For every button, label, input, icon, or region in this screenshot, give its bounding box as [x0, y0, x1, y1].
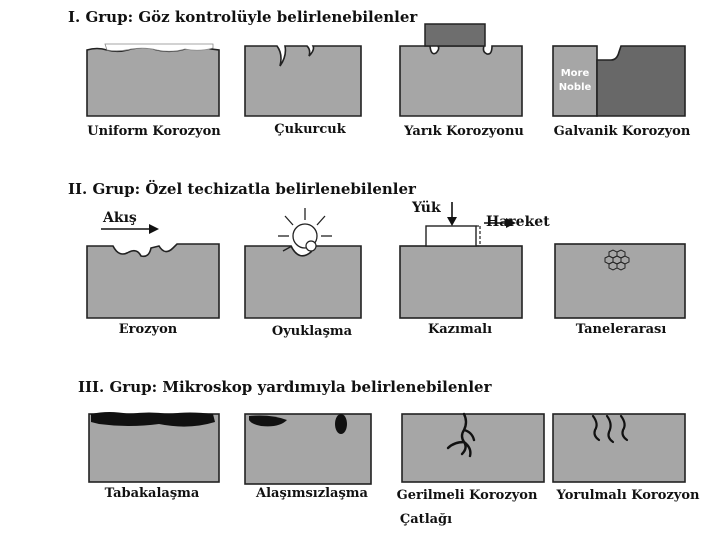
caption-uniform-korozyon: Uniform Korozyon: [87, 124, 221, 139]
erosion-diagram: [87, 208, 219, 318]
more-noble-label-2: Noble: [558, 82, 592, 93]
caption-kazimali: Kazımalı: [427, 322, 493, 337]
caption-erozyon: Erozyon: [118, 322, 178, 337]
group-2-heading: II. Grup: Özel techizatla belirlenebilenler: [68, 180, 416, 198]
caption-oyuklasma: Oyuklaşma: [271, 324, 353, 339]
caption-catlagi: Çatlağı: [399, 512, 453, 527]
stress-corrosion-cracking-diagram: [402, 412, 544, 484]
caption-tabakalasma: Tabakalaşma: [104, 486, 200, 501]
pitting-diagram: [245, 44, 361, 116]
group-3-heading: III. Grup: Mikroskop yardımıyla belirlenebilenler: [78, 378, 492, 396]
cavitation-diagram: [245, 200, 361, 318]
crevice-corrosion-diagram: [400, 22, 522, 116]
akis-label: Akış: [103, 210, 137, 226]
caption-gerilmeli-korozyon: Gerilmeli Korozyon: [396, 488, 538, 503]
yuk-label: Yük: [412, 200, 441, 216]
caption-alasimsizlasma: Alaşımsızlaşma: [256, 486, 368, 501]
corrosion-fatigue-diagram: [553, 412, 685, 484]
caption-yorulmali-korozyon: Yorulmalı Korozyon: [556, 488, 700, 503]
uniform-corrosion-diagram: [87, 44, 219, 116]
exfoliation-diagram: [89, 410, 219, 482]
group-1-heading: I. Grup: Göz kontrolüyle belirlenebilenler: [68, 8, 418, 26]
caption-galvanik-korozyon: Galvanik Korozyon: [553, 124, 691, 139]
caption-tanelerarasi: Tanelerarası: [575, 322, 667, 337]
fretting-diagram: [400, 196, 550, 318]
hareket-label: Hareket: [486, 214, 550, 230]
galvanic-corrosion-diagram: [553, 44, 685, 116]
intergranular-diagram: [555, 244, 685, 318]
caption-cukurcuk: Çukurcuk: [274, 122, 346, 137]
more-noble-label-1: More: [560, 68, 590, 79]
dealloying-diagram: [245, 412, 371, 484]
caption-yarik-korozyonu: Yarık Korozyonu: [404, 124, 524, 139]
